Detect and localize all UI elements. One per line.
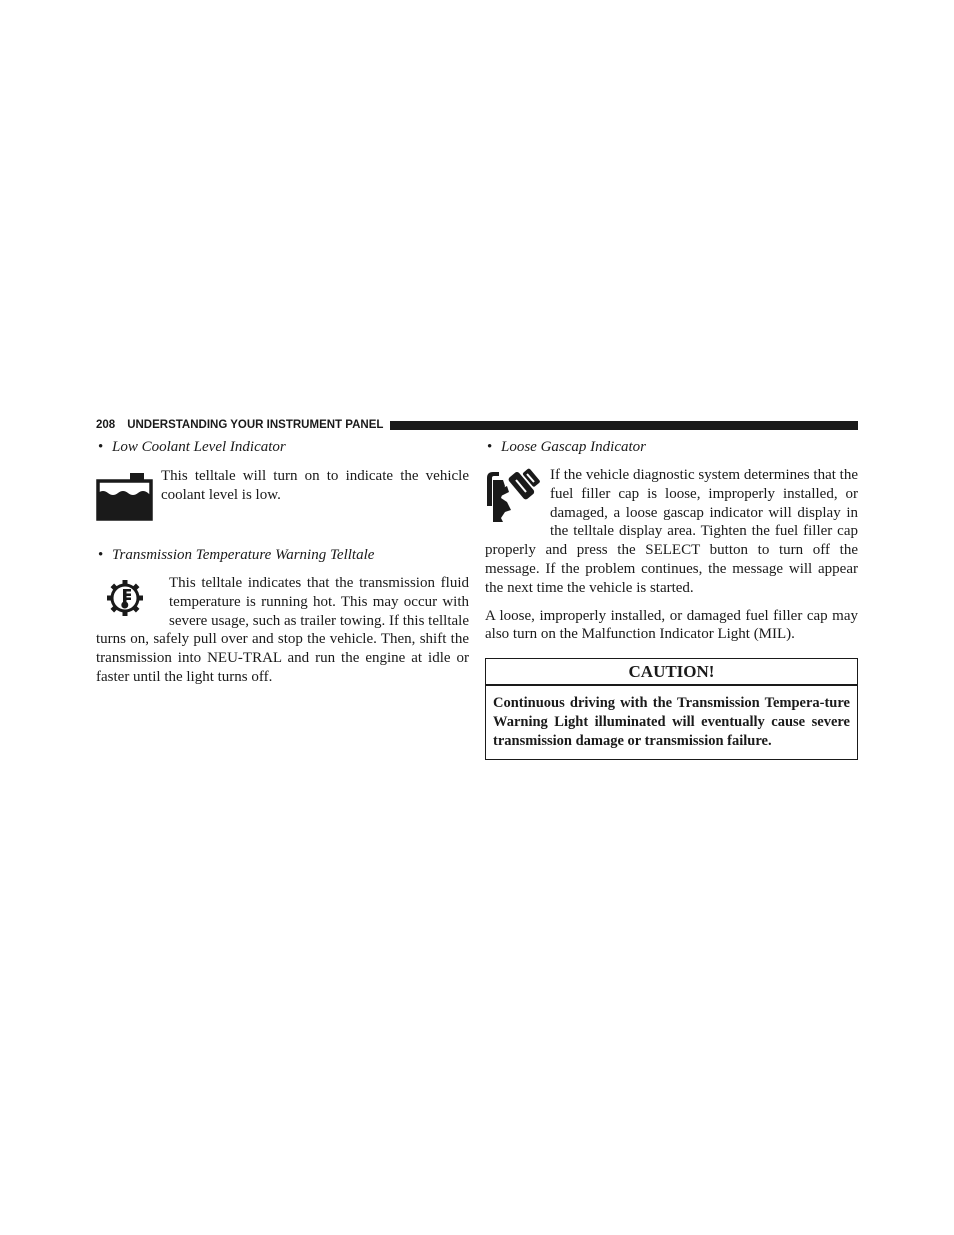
transmission-title: Transmission Temperature Warning Telltale — [112, 547, 375, 563]
right-column — [485, 438, 858, 760]
left-column — [96, 438, 469, 687]
page-header — [96, 416, 858, 434]
coolant-level-icon — [96, 471, 154, 521]
coolant-heading — [96, 438, 469, 457]
loose-gascap-icon — [485, 468, 543, 524]
caution-box — [485, 658, 858, 759]
gascap-section — [485, 466, 858, 598]
gascap-heading — [485, 438, 858, 457]
caution-text: Continuous driving with the Transmission Tempera-ture Warning Light illuminated will eventually cause severe transmission damage or transmission failure. — [493, 695, 850, 749]
bullet: • — [487, 439, 493, 455]
caution-title: CAUTION! — [486, 659, 857, 686]
header-rule — [390, 421, 858, 430]
transmission-heading — [96, 546, 469, 565]
coolant-section — [96, 467, 469, 521]
bullet: • — [98, 547, 104, 563]
transmission-section — [96, 574, 469, 687]
gascap-title: Loose Gascap Indicator — [501, 439, 646, 455]
page-number: 208 — [96, 419, 116, 431]
transmission-temperature-icon — [104, 574, 154, 622]
gascap-description: If the vehicle diagnostic system determines that the fuel filler cap is loose, improperly installed, or damaged, a loose gascap indicator will display in the telltale display area. Tighten the fuel filler cap properly and press the SELECT button to turn off the message. If the problem continues, the message will appear the next time the vehicle is started. — [485, 467, 858, 596]
bullet: • — [98, 439, 104, 455]
coolant-title: Low Coolant Level Indicator — [112, 439, 286, 455]
section-title: UNDERSTANDING YOUR INSTRUMENT PANEL — [127, 419, 384, 431]
mil-note: A loose, improperly installed, or damaged fuel filler cap may also turn on the Malfunction Indicator Light (MIL). — [485, 607, 858, 643]
transmission-description: This telltale indicates that the transmission fluid temperature is running hot. This may occur with severe usage, such as trailer towing. If this telltale turns on, safely pull over and stop the vehicle. Then, shift the transmission into NEU-TRAL and run the engine at idle or faster until the light turns off. — [96, 575, 469, 685]
coolant-description: This telltale will turn on to indicate the vehicle coolant level is low. — [161, 468, 469, 503]
